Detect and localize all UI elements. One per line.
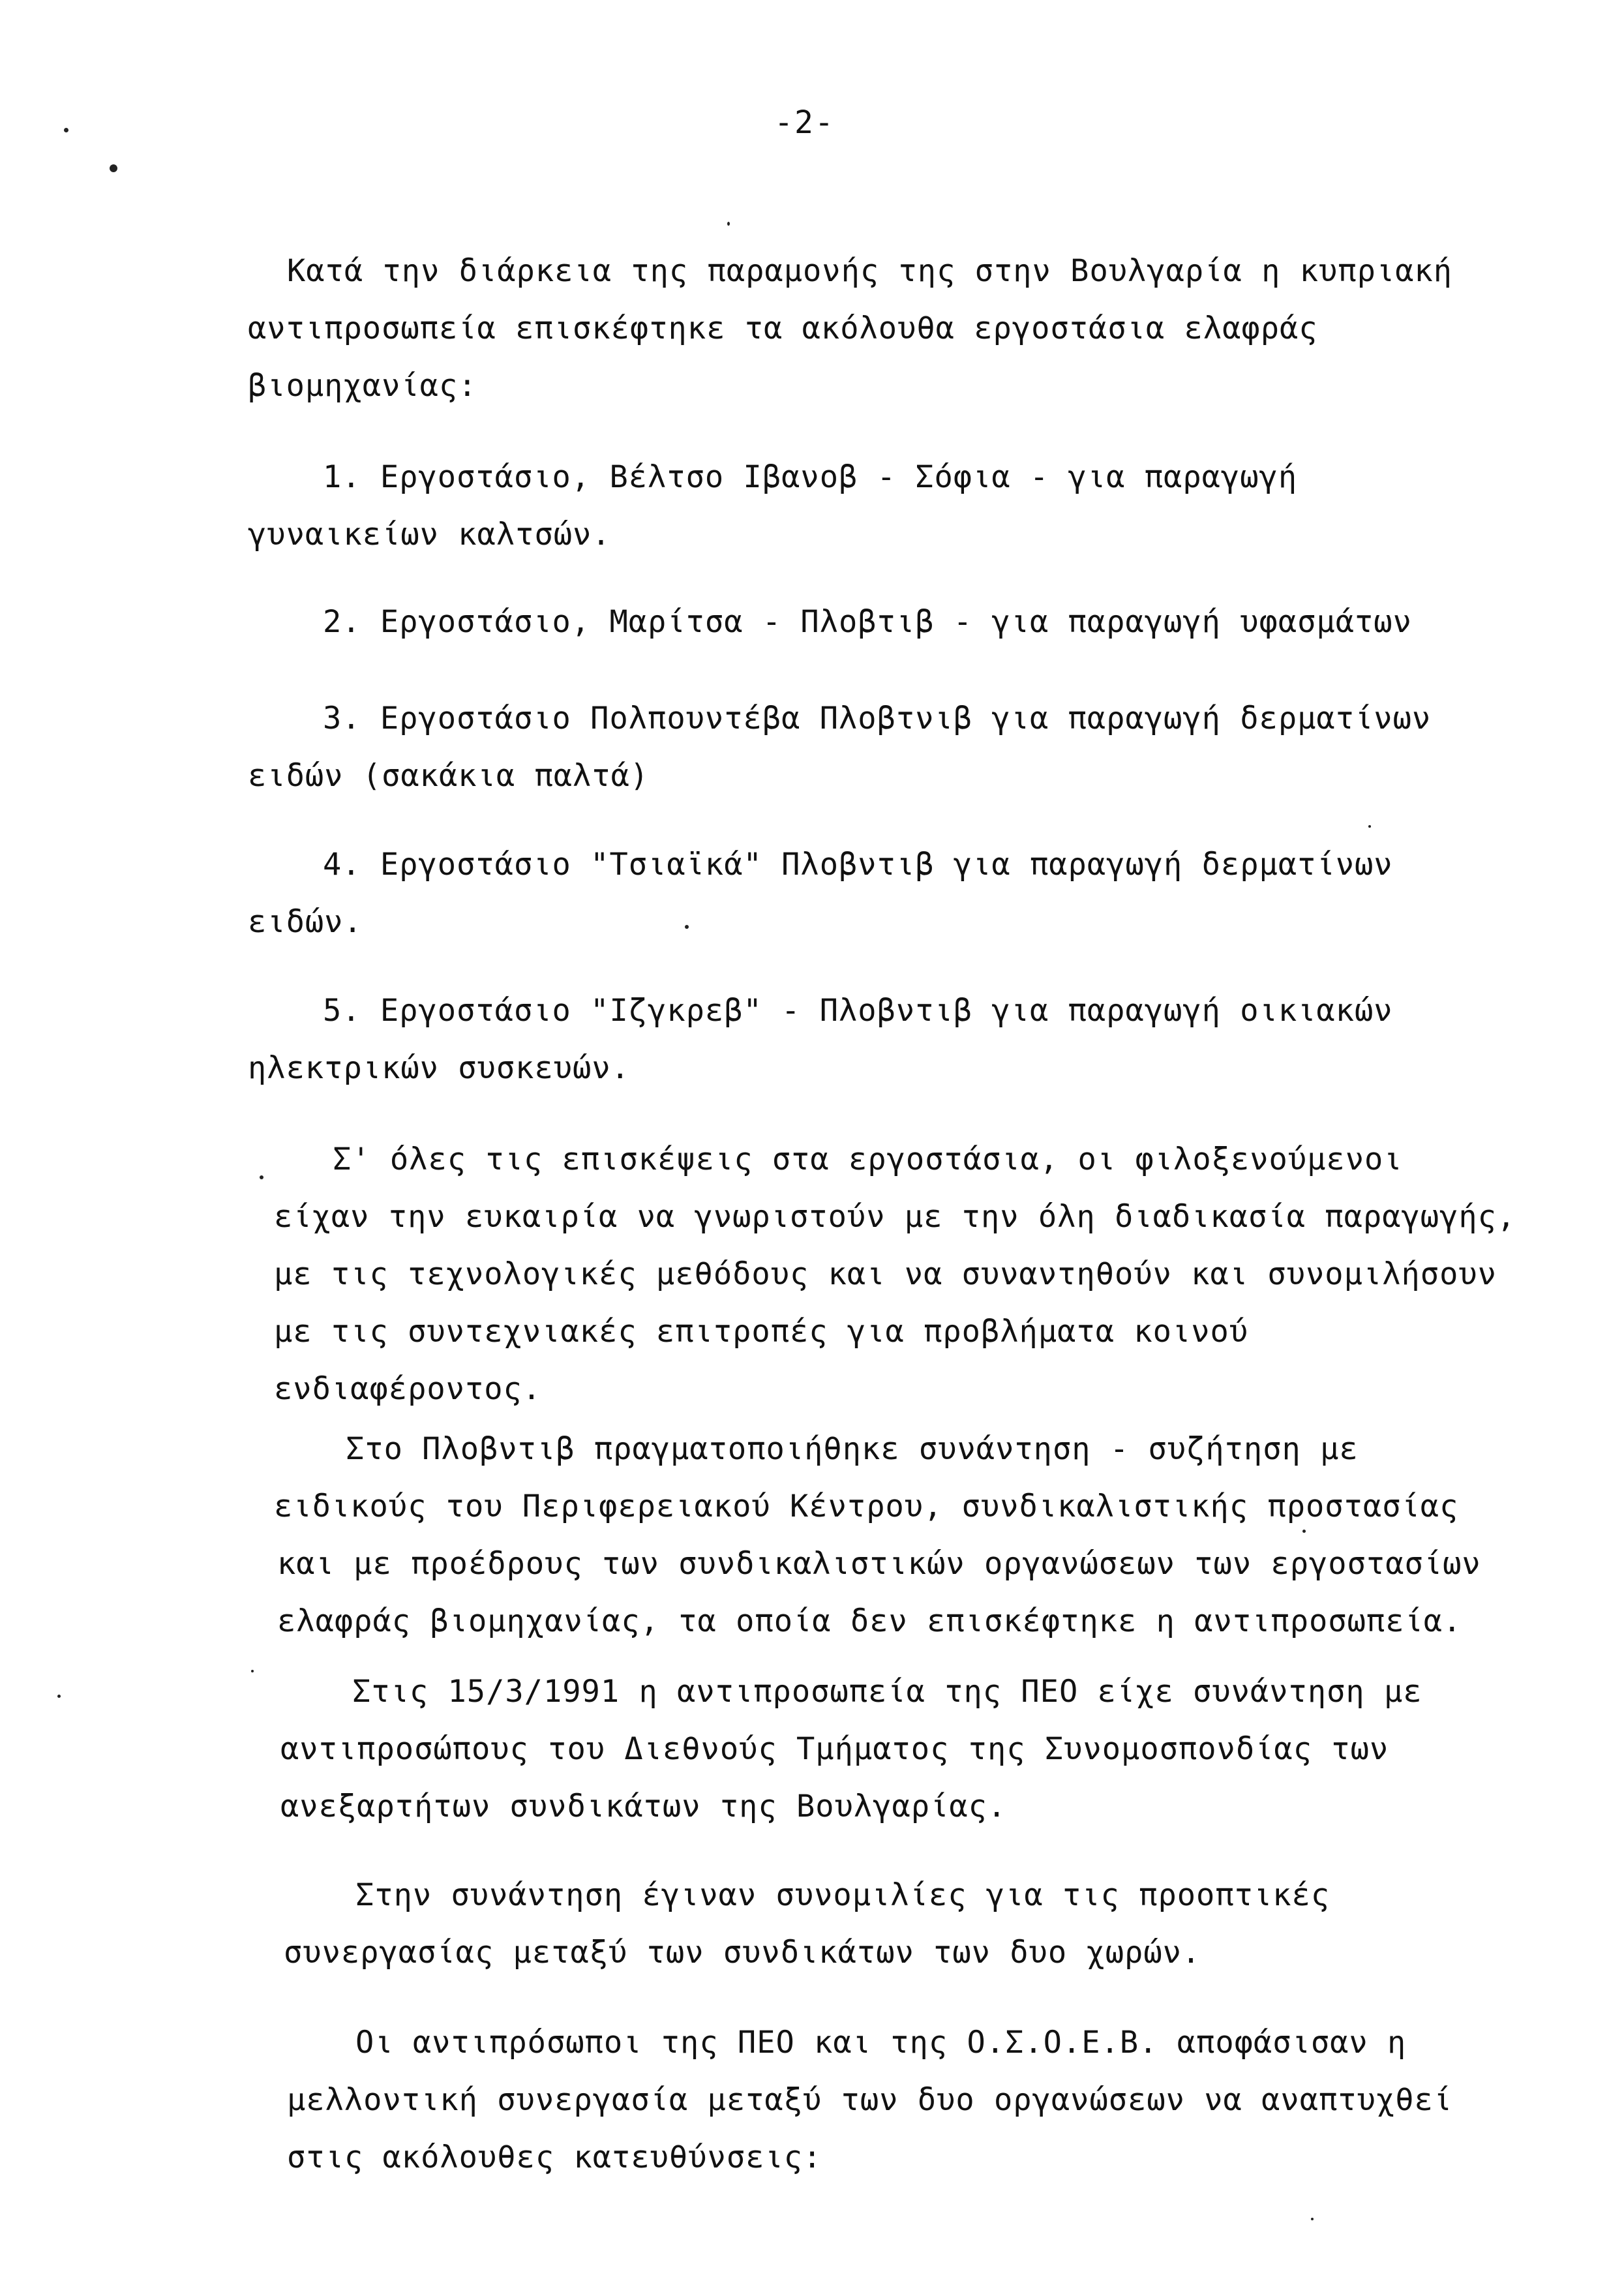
list-item-4 [248,836,1393,951]
paragraph-line: γυναικείων καλτσών. [248,517,611,552]
paragraph-decision [248,2014,1453,2186]
list-item-3 [248,690,1432,805]
paragraph-line: Οι αντιπρόσωποι της ΠΕΟ και της Ο.Σ.Ο.Ε.Β. αποφάσισαν η [355,2025,1407,2061]
scan-speck [1311,2218,1314,2220]
paragraph-line: με τις τεχνολογικές μεθόδους και να συναντηθούν και συνομιλήσουν [274,1256,1497,1292]
paragraph-line: είχαν την ευκαιρία να γνωριστούν με την όλη διαδικασία παραγωγής, [274,1199,1516,1235]
paragraph-line: ελαφράς βιομηχανίας, τα οποία δεν επισκέφτηκε η αντιπροσωπεία. [277,1603,1462,1639]
paragraph-line: ανεξαρτήτων συνδικάτων της Βουλγαρίας. [280,1789,1007,1824]
paragraph-line: βιομηχανίας: [248,368,477,404]
paragraph-plovdiv-meeting [248,1421,1481,1650]
paragraph-line: ενδιαφέροντος. [274,1371,542,1407]
paragraph-line: Σ' όλες τις επισκέψεις στα εργοστάσια, οι φιλοξενούμενοι [333,1141,1403,1177]
paragraph-march-meeting [248,1663,1422,1835]
scan-speck [727,222,730,226]
list-item-1 [248,449,1370,564]
paragraph-line: ειδικούς του Περιφερειακού Κέντρου, συνδικαλιστικής προστασίας [274,1488,1459,1524]
scan-speck [57,1695,61,1698]
list-item-2 [248,594,1412,651]
paragraph-line: 3. Εργοστάσιο Πολπουντέβα Πλοβτνιβ για παραγωγή δερματίνων [323,701,1432,736]
paragraph-line: Στις 15/3/1991 η αντιπροσωπεία της ΠΕΟ είχε συνάντηση με [352,1674,1422,1710]
paragraph-line: και με προέδρους των συνδικαλιστικών οργανώσεων των εργοστασίων [277,1546,1481,1582]
paragraph-line: με τις συντεχνιακές επιτροπές για προβλήματα κοινού [274,1314,1249,1350]
scan-speck [110,164,117,172]
paragraph-line: ειδών (σακάκια παλτά) [248,758,650,794]
paragraph-line: αντιπροσώπους του Διεθνούς Τμήματος της Συνομοσπονδίας των [280,1731,1389,1767]
paragraph-line: στις ακόλουθες κατευθύνσεις: [287,2139,822,2175]
list-item-5 [248,982,1393,1097]
paragraph-line: συνεργασίας μεταξύ των συνδικάτων των δυο χωρών. [284,1935,1201,1971]
paragraph-line: Στο Πλοβντιβ πραγματοποιήθηκε συνάντηση - συζήτηση με [346,1431,1359,1467]
paragraph-line: αντιπροσωπεία επισκέφτηκε τα ακόλουθα εργοστάσια ελαφράς [248,310,1318,346]
paragraph-line: Στην συνάντηση έγιναν συνομιλίες για τις προοπτικές [355,1877,1331,1913]
paragraph-line: Κατά την διάρκεια της παραμονής της στην Βουλγαρία η κυπριακή [287,253,1453,289]
paragraph-line: 2. Εργοστάσιο, Μαρίτσα - Πλοβτιβ - για παραγωγή υφασμάτων [323,604,1412,640]
paragraph-line: 5. Εργοστάσιο "Ιζγκρεβ" - Πλοβντιβ για παραγωγή οικιακών [323,993,1393,1029]
paragraph-line: 1. Εργοστάσιο, Βέλτσο Ιβανοβ - Σόφια - για παραγωγή [323,459,1298,495]
scan-speck [1368,825,1371,828]
paragraph-intro [248,243,1453,415]
page-number: -2- [774,104,835,141]
paragraph-discussions [248,1867,1370,1982]
paragraph-line: μελλοντική συνεργασία μεταξύ των δυο οργανώσεων να αναπτυχθεί [287,2082,1453,2118]
paragraph-visits [248,1131,1516,1418]
paragraph-line: 4. Εργοστάσιο "Τσιαϊκά" Πλοβντιβ για παραγωγή δερματίνων [323,847,1393,883]
paragraph-line: ειδών. [248,904,363,940]
paragraph-line: ηλεκτρικών συσκευών. [248,1050,630,1086]
